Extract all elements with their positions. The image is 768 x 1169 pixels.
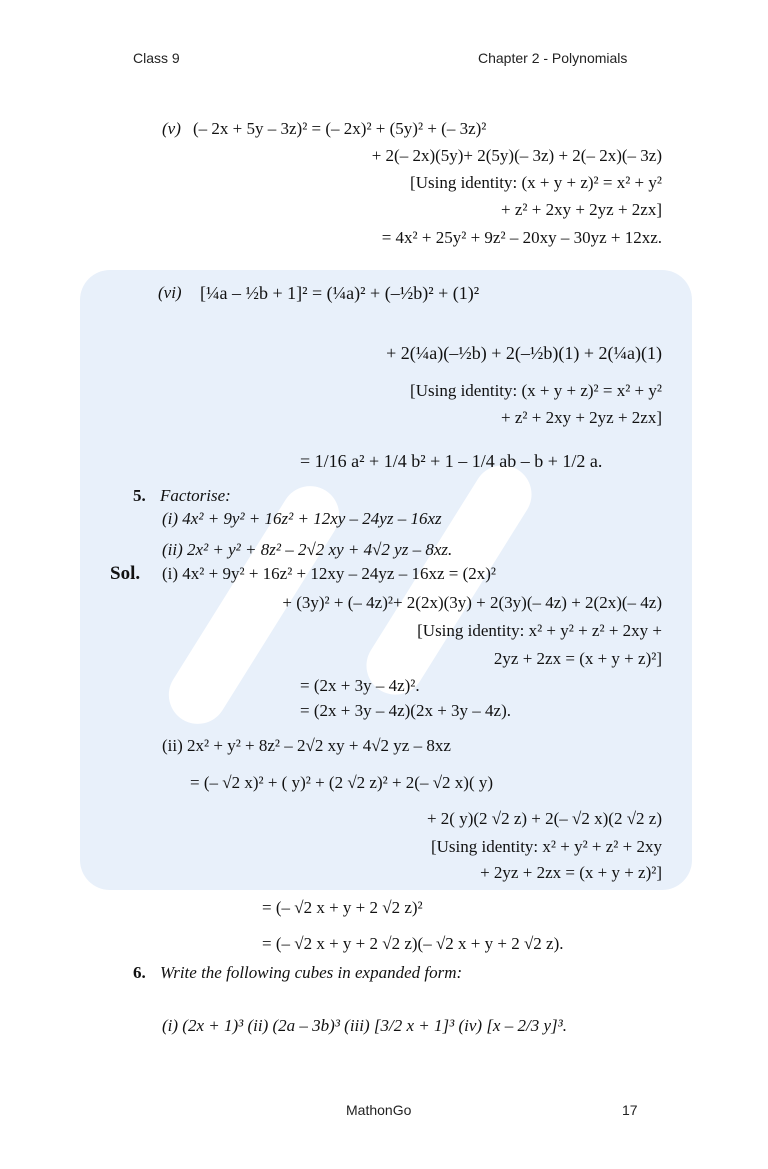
solution-ii-line-2: = (– √2 x)² + ( y)² + (2 √2 z)² + 2(– √2 x)( y) (190, 773, 494, 792)
question-6-title: Write the following cubes in expanded form: (160, 963, 463, 982)
part-vi-line-3: [Using identity: (x + y + z)² = x² + y² (410, 381, 662, 400)
chapter-title: Chapter 2 - Polynomials (478, 50, 628, 66)
solution-ii-line-3: + 2( y)(2 √2 z) + 2(– √2 x)(2 √2 z) (426, 809, 662, 828)
solution-i-line-2: + (3y)² + (– 4z)²+ 2(2x)(3y) + 2(3y)(– 4z) + 2(2x)(– 4z) (282, 593, 662, 612)
question-5-number: 5. (133, 486, 146, 505)
part-v-line-3: [Using identity: (x + y + z)² = x² + y² (410, 173, 662, 192)
solution-ii-line-5: + 2yz + 2zx = (x + y + z)²] (480, 863, 662, 882)
solution-ii-line-4: [Using identity: x² + y² + z² + 2xy (430, 837, 662, 856)
part-v-line-4: + z² + 2xy + 2yz + 2zx] (501, 200, 662, 219)
part-vi-label: (vi) (158, 283, 182, 302)
question-6-items: (i) (2x + 1)³ (ii) (2a – 3b)³ (iii) [3/2 x + 1]³ (iv) [x – 2/3 y]³. (162, 1016, 567, 1035)
part-v-line-5: = 4x² + 25y² + 9z² – 20xy – 30yz + 12xz. (381, 228, 662, 247)
solution-i-line-5: = (2x + 3y – 4z)². (300, 676, 420, 695)
solution-i-line-4: 2yz + 2zx = (x + y + z)²] (493, 649, 662, 668)
part-vi-line-5: = 1/16 a² + 1/4 b² + 1 – 1/4 ab – b + 1/2 a. (300, 451, 603, 471)
solution-ii-line-6: = (– √2 x + y + 2 √2 z)² (262, 898, 423, 917)
solution-label: Sol. (110, 563, 141, 584)
question-5-part-i: (i) 4x² + 9y² + 16z² + 12xy – 24yz – 16xz (162, 509, 442, 528)
solution-ii-line-7: = (– √2 x + y + 2 √2 z)(– √2 x + y + 2 √2 z). (262, 934, 564, 953)
solution-i-line-1: (i) 4x² + 9y² + 16z² + 12xy – 24yz – 16xz = (2x)² (162, 564, 496, 583)
solution-i-line-3: [Using identity: x² + y² + z² + 2xy + (417, 621, 662, 640)
question-5-title: Factorise: (160, 486, 231, 505)
part-vi-line-4: + z² + 2xy + 2yz + 2zx] (501, 408, 662, 427)
footer-brand: MathonGo (346, 1102, 412, 1118)
question-5-part-ii: (ii) 2x² + y² + 8z² – 2√2 xy + 4√2 yz – 8xz. (162, 540, 453, 559)
class-label: Class 9 (133, 50, 180, 66)
page-number: 17 (622, 1102, 638, 1118)
part-vi-line-1: [¼a – ½b + 1]² = (¼a)² + (–½b)² + (1)² (200, 283, 480, 303)
part-vi-line-2: + 2(¼a)(–½b) + 2(–½b)(1) + 2(¼a)(1) (386, 343, 662, 363)
question-6-number: 6. (133, 963, 146, 982)
solution-i-line-6: = (2x + 3y – 4z)(2x + 3y – 4z). (300, 701, 511, 720)
part-v-label: (v) (162, 119, 181, 138)
solution-ii-line-1: (ii) 2x² + y² + 8z² – 2√2 xy + 4√2 yz – 8xz (162, 736, 451, 755)
part-v-line-1: (– 2x + 5y – 3z)² = (– 2x)² + (5y)² + (– 3z)² (193, 119, 487, 138)
part-v-line-2: + 2(– 2x)(5y)+ 2(5y)(– 3z) + 2(– 2x)(– 3z) (371, 146, 662, 165)
